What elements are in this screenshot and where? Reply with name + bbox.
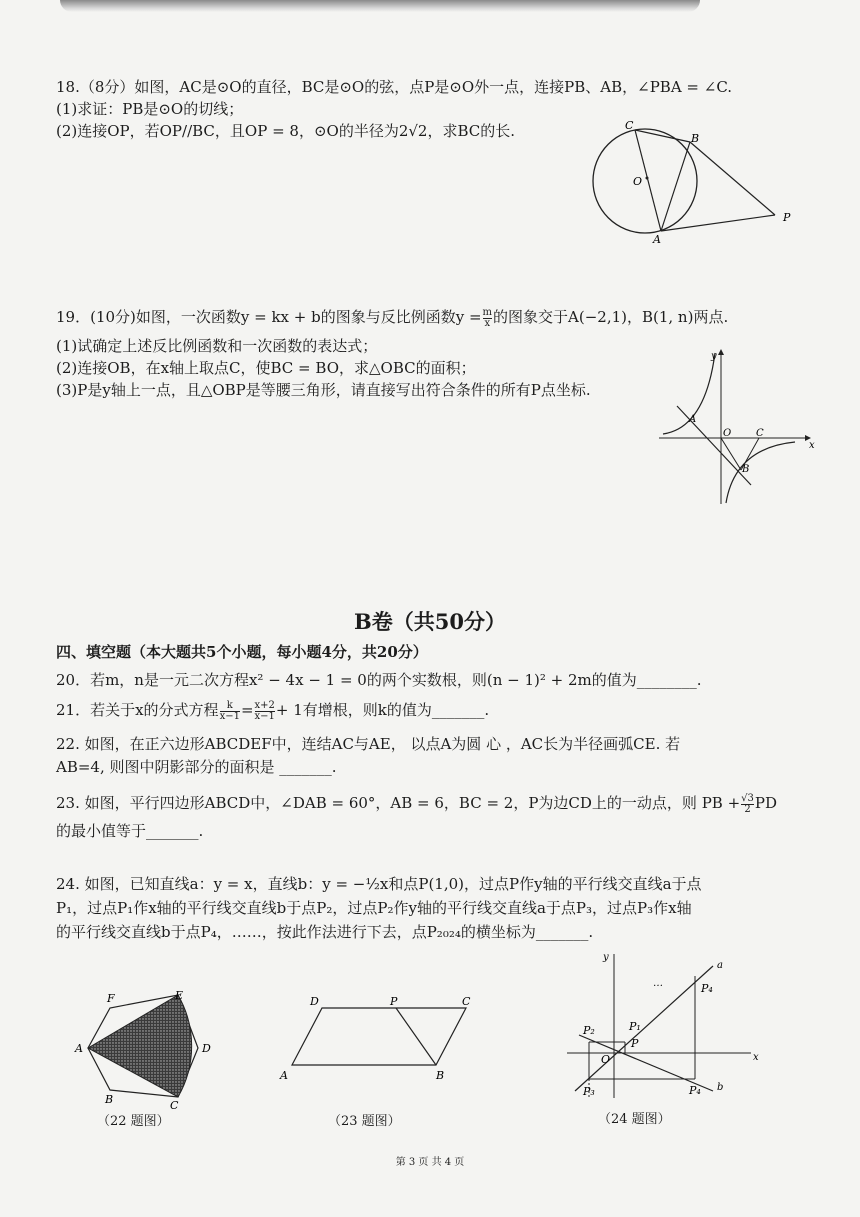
figure-19 bbox=[655, 348, 820, 508]
q18-part1: (1)求证：PB是⊙O的切线； bbox=[56, 100, 244, 118]
label-d: D bbox=[202, 1042, 211, 1055]
q21-f1-den: x−1 bbox=[219, 710, 240, 722]
label-c: C bbox=[170, 1099, 179, 1112]
caption-22: （22 题图） bbox=[97, 1114, 170, 1129]
q19-part3: (3)P是y轴上一点，且△OBP是等腰三角形，请直接写出符合条件的所有P点坐标. bbox=[56, 381, 591, 399]
label-x: x bbox=[753, 1052, 759, 1063]
line-a bbox=[575, 966, 713, 1091]
label-y: y bbox=[711, 351, 717, 362]
q23-b: PD bbox=[754, 794, 778, 812]
section-four-heading: 四、填空题（本大题共5个小题，每小题4分，共20分） bbox=[56, 643, 428, 661]
q21-f2-den: x−1 bbox=[254, 710, 275, 722]
label-a: a bbox=[717, 960, 723, 971]
q23-a: 23. 如图，平行四边形ABCD中，∠DAB = 60°，AB = 6，BC = 2，P为边CD上的一动点，则 PB + bbox=[56, 794, 741, 812]
label-c: C bbox=[625, 119, 634, 132]
q23-line1 bbox=[56, 793, 777, 815]
q23-f-num: √3 bbox=[741, 792, 754, 804]
label-f: F bbox=[107, 992, 115, 1005]
q22-line1: 22. 如图，在正六边形ABCDEF中，连结AC与AE， 以点A为圆 心 ，AC长为半径画弧CE. 若 bbox=[56, 735, 681, 753]
label-o: O bbox=[601, 1053, 611, 1066]
label-a: A bbox=[653, 233, 661, 246]
label-p4: P₄ bbox=[689, 1084, 701, 1097]
q18-stem: 18.（8分）如图，AC是⊙O的直径，BC是⊙O的弦，点P是⊙O外一点，连接PB、AB，∠PBA = ∠C. bbox=[56, 78, 733, 96]
label-d: D bbox=[310, 995, 319, 1008]
q19-part2: (2)连接OB，在x轴上取点C，使BC = BO，求△OBC的面积； bbox=[56, 359, 476, 377]
q24-line1: 24. 如图，已知直线a：y = x，直线b：y = −½x和点P(1,0)，过点P作y轴的平行线交直线a于点 bbox=[56, 875, 702, 893]
label-b: B bbox=[105, 1093, 114, 1106]
label-b: B bbox=[742, 464, 750, 475]
line-b bbox=[579, 1035, 713, 1091]
q19-part1: (1)试确定上述反比例函数和一次函数的表达式； bbox=[56, 337, 378, 355]
label-c: C bbox=[756, 428, 764, 439]
label-p1: P₁ bbox=[629, 1020, 641, 1033]
q21-eq: = bbox=[240, 701, 254, 719]
label-p4-top: P₄ bbox=[701, 982, 713, 995]
figure-23 bbox=[276, 993, 486, 1093]
label-o: O bbox=[723, 428, 732, 439]
label-b: b bbox=[717, 1082, 724, 1093]
q21-text bbox=[56, 700, 489, 722]
q19-stem-a: 19．(10分)如图，一次函数y = kx + b的图象与反比例函数y = bbox=[56, 308, 482, 326]
q24-line2: P₁，过点P₁作x轴的平行线交直线b于点P₂，过点P₂作y轴的平行线交直线a于点P₃，过点P₃作x轴 bbox=[56, 899, 692, 917]
label-p3: P₃ bbox=[583, 1085, 595, 1098]
caption-23: （23 题图） bbox=[328, 1114, 401, 1129]
figure-22 bbox=[70, 985, 220, 1115]
caption-24: （24 题图） bbox=[598, 1112, 671, 1127]
figure-18 bbox=[585, 115, 805, 255]
q21-f1-num: k bbox=[226, 699, 233, 711]
segment-ap bbox=[661, 215, 775, 231]
label-x: x bbox=[809, 440, 815, 451]
q23-line2: 的最小值等于_______. bbox=[56, 822, 204, 840]
label-y: y bbox=[603, 952, 609, 963]
q19-stem-b: 的图象交于A(−2,1)，B(1, n)两点. bbox=[493, 308, 729, 326]
q23-frac bbox=[741, 794, 754, 815]
q21-f2-num: x+2 bbox=[254, 699, 275, 711]
label-a: A bbox=[75, 1042, 83, 1055]
label-p2: P₂ bbox=[583, 1024, 595, 1037]
q21-frac-1 bbox=[220, 701, 240, 722]
label-b: B bbox=[691, 132, 700, 145]
page-footer: 第 3 页 共 4 页 bbox=[395, 1157, 465, 1168]
segment-bp bbox=[690, 142, 775, 215]
shaded-sector bbox=[88, 995, 192, 1097]
label-a: A bbox=[280, 1069, 288, 1082]
y-arrow bbox=[718, 349, 724, 355]
q23-f-den: 2 bbox=[741, 804, 754, 815]
q19-stem bbox=[56, 307, 728, 329]
q24-line3: 的平行线交直线b于点P₄，……，按此作法进行下去，点P₂₀₂₄的横坐标为_______. bbox=[56, 923, 594, 941]
center-dot bbox=[646, 177, 649, 180]
q22-line2: AB=4, 则图中阴影部分的面积是 _______. bbox=[56, 758, 337, 776]
label-e: E bbox=[175, 989, 184, 1002]
q21-b: + 1有增根，则k的值为_______. bbox=[275, 701, 490, 719]
figure-24 bbox=[563, 948, 778, 1108]
q18-part2: (2)连接OP，若OP//BC，且OP = 8，⊙O的半径为2√2，求BC的长. bbox=[56, 122, 516, 140]
parallelogram-abcd bbox=[292, 1008, 466, 1065]
label-a: A bbox=[689, 414, 697, 425]
hyperbola-right-branch bbox=[726, 442, 795, 503]
label-dots: … bbox=[653, 978, 663, 989]
label-p: P bbox=[783, 211, 791, 224]
scan-shadow bbox=[60, 0, 700, 12]
circle-o bbox=[593, 129, 700, 233]
q20-text: 20．若m，n是一元二次方程x² − 4x − 1 = 0的两个实数根，则(n − 1)² + 2m的值为________. bbox=[56, 671, 702, 689]
label-b: B bbox=[436, 1069, 445, 1082]
q21-a: 21．若关于x的分式方程 bbox=[56, 701, 219, 719]
q21-frac-2 bbox=[255, 701, 275, 722]
label-p: P bbox=[390, 995, 398, 1008]
segment-ob bbox=[721, 438, 741, 470]
q19-fraction bbox=[483, 308, 492, 329]
q19-frac-den: x bbox=[484, 317, 491, 329]
q19-frac-num: m bbox=[482, 306, 493, 318]
label-c: C bbox=[462, 995, 471, 1008]
segment-pb bbox=[396, 1008, 436, 1065]
label-p: P bbox=[631, 1037, 639, 1050]
segment-ab bbox=[661, 142, 690, 231]
section-b-title: B卷（共50分） bbox=[354, 609, 506, 634]
label-o: O bbox=[633, 175, 643, 188]
